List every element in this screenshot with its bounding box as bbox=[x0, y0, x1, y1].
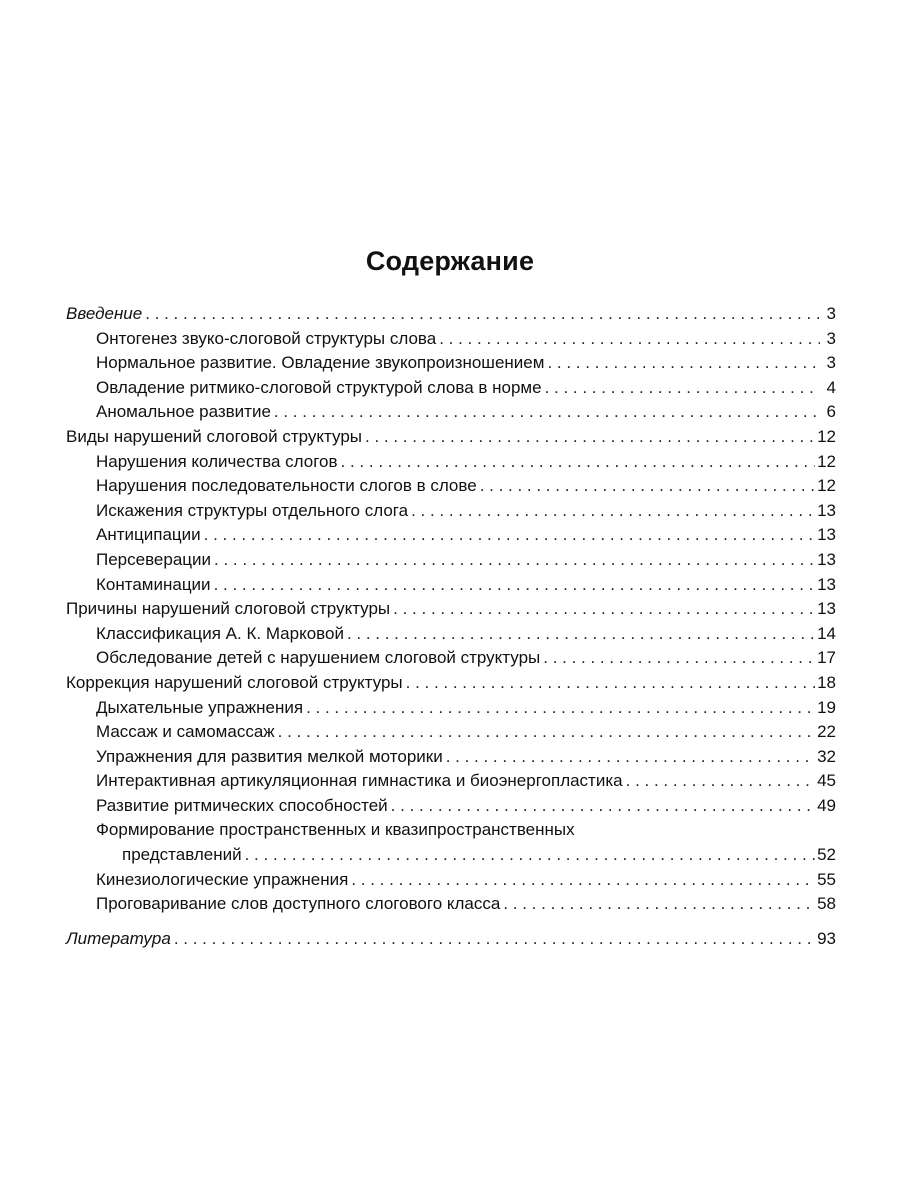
leader-dots bbox=[347, 622, 815, 647]
toc-entry-text: Обследование детей с нарушением слоговой структуры bbox=[96, 648, 541, 668]
toc-entry-text: Антиципации bbox=[96, 525, 201, 545]
toc-entry-page: 22 bbox=[817, 722, 836, 742]
toc-entry-introduction[interactable] bbox=[66, 302, 836, 327]
toc-entry[interactable] bbox=[66, 376, 836, 401]
toc-entry-literature[interactable] bbox=[66, 927, 836, 952]
toc-entry-text: Контаминации bbox=[96, 574, 211, 594]
toc-entry-page: 6 bbox=[826, 402, 836, 422]
toc-entry-page: 12 bbox=[817, 451, 836, 471]
toc-entry-text: Овладение ритмико-слоговой структурой слова в норме bbox=[96, 377, 542, 397]
leader-dots bbox=[543, 646, 815, 671]
leader-dots bbox=[547, 351, 820, 376]
leader-dots bbox=[278, 720, 815, 745]
toc-section[interactable] bbox=[66, 597, 836, 622]
toc-entry-text: Упражнения для развития мелкой моторики bbox=[96, 746, 443, 766]
leader-dots bbox=[274, 400, 820, 425]
toc-entry-text: Причины нарушений слоговой структуры bbox=[66, 599, 391, 619]
toc-entry-page: 55 bbox=[817, 869, 836, 889]
toc-entry-page: 12 bbox=[817, 476, 836, 496]
toc-entry[interactable] bbox=[66, 499, 836, 524]
toc-entry[interactable] bbox=[66, 622, 836, 647]
leader-dots bbox=[503, 892, 815, 917]
toc-entry[interactable] bbox=[66, 523, 836, 548]
leader-dots bbox=[365, 425, 815, 450]
toc-entry-text: Нарушения количества слогов bbox=[96, 451, 338, 471]
page-title: Содержание bbox=[365, 246, 535, 276]
toc-entry-page: 93 bbox=[817, 928, 836, 948]
leader-dots bbox=[145, 302, 820, 327]
toc-entry-text: Проговаривание слов доступного слогового класса bbox=[96, 894, 501, 914]
toc-entry-text: Формирование пространственных и квазипространственных bbox=[96, 820, 575, 840]
leader-dots bbox=[545, 376, 820, 401]
toc-entry-text: Онтогенез звуко-слоговой структуры слова bbox=[96, 328, 437, 348]
leader-dots bbox=[351, 868, 815, 893]
toc-entry[interactable] bbox=[66, 720, 836, 745]
toc-entry-text: Кинезиологические упражнения bbox=[96, 869, 349, 889]
toc-entry-page: 13 bbox=[817, 525, 836, 545]
leader-dots bbox=[439, 327, 820, 352]
toc-entry[interactable] bbox=[66, 474, 836, 499]
toc-entry-page: 4 bbox=[826, 377, 836, 397]
toc-entry-text: Нарушения последовательности слогов в слове bbox=[96, 476, 477, 496]
toc-entry-text: Нормальное развитие. Овладение звукопроизношением bbox=[96, 353, 545, 373]
leader-dots bbox=[306, 696, 815, 721]
leader-dots bbox=[406, 671, 815, 696]
toc-entry-multiline-first[interactable] bbox=[66, 818, 836, 843]
toc-entry[interactable] bbox=[66, 696, 836, 721]
toc-entry-page: 13 bbox=[817, 599, 836, 619]
leader-dots bbox=[341, 450, 816, 475]
toc-entry-text: Дыхательные упражнения bbox=[96, 697, 304, 717]
toc-entry-text: Интерактивная артикуляционная гимнастика и биоэнергопластика bbox=[96, 771, 623, 791]
leader-dots bbox=[204, 523, 815, 548]
toc-entry-page: 3 bbox=[826, 353, 836, 373]
toc-entry[interactable] bbox=[66, 351, 836, 376]
toc-entry[interactable] bbox=[66, 646, 836, 671]
toc-entry[interactable] bbox=[66, 868, 836, 893]
toc-entry-page: 32 bbox=[817, 746, 836, 766]
toc-entry-page: 45 bbox=[817, 771, 836, 791]
toc-entry-text: Введение bbox=[66, 304, 143, 323]
leader-dots bbox=[174, 927, 815, 952]
spacer bbox=[66, 917, 836, 927]
toc-entry-page: 12 bbox=[817, 426, 836, 446]
toc-entry-page: 58 bbox=[817, 894, 836, 914]
toc-entry[interactable] bbox=[66, 892, 836, 917]
leader-dots bbox=[393, 597, 815, 622]
toc-entry-text: Классификация А. К. Марковой bbox=[96, 623, 344, 643]
table-of-contents bbox=[66, 302, 836, 951]
toc-entry-text: Массаж и самомассаж bbox=[96, 722, 275, 742]
toc-entry-page: 13 bbox=[817, 500, 836, 520]
leader-dots bbox=[214, 573, 816, 598]
toc-entry-text: представлений bbox=[122, 845, 242, 865]
toc-section[interactable] bbox=[66, 425, 836, 450]
toc-entry[interactable] bbox=[66, 745, 836, 770]
toc-entry-page: 13 bbox=[817, 574, 836, 594]
leader-dots bbox=[391, 794, 815, 819]
toc-entry-page: 3 bbox=[826, 304, 836, 323]
toc-entry-page: 13 bbox=[817, 549, 836, 569]
leader-dots bbox=[214, 548, 815, 573]
toc-entry-text: Литература bbox=[66, 928, 171, 948]
toc-entry-page: 17 bbox=[817, 648, 836, 668]
toc-entry-page: 14 bbox=[817, 623, 836, 643]
toc-entry-text: Виды нарушений слоговой структуры bbox=[66, 426, 362, 446]
toc-entry[interactable] bbox=[66, 327, 836, 352]
toc-entry[interactable] bbox=[66, 400, 836, 425]
leader-dots bbox=[245, 843, 815, 868]
toc-entry[interactable] bbox=[66, 573, 836, 598]
toc-entry-text: Искажения структуры отдельного слога bbox=[96, 500, 409, 520]
toc-entry[interactable] bbox=[66, 794, 836, 819]
toc-entry-page: 49 bbox=[817, 795, 836, 815]
leader-dots bbox=[411, 499, 815, 524]
toc-entry[interactable] bbox=[66, 450, 836, 475]
toc-entry-text: Аномальное развитие bbox=[96, 402, 271, 422]
leader-dots bbox=[626, 769, 815, 794]
toc-entry-page: 3 bbox=[826, 328, 836, 348]
toc-entry-text: Коррекция нарушений слоговой структуры bbox=[66, 672, 403, 692]
toc-entry-page: 52 bbox=[817, 845, 836, 865]
leader-dots bbox=[446, 745, 815, 770]
toc-section[interactable] bbox=[66, 671, 836, 696]
toc-entry[interactable] bbox=[66, 769, 836, 794]
toc-entry-multiline-continuation[interactable] bbox=[66, 843, 836, 868]
leader-dots bbox=[480, 474, 815, 499]
toc-entry[interactable] bbox=[66, 548, 836, 573]
toc-entry-text: Персеверации bbox=[96, 549, 212, 569]
toc-entry-page: 19 bbox=[817, 697, 836, 717]
toc-entry-text: Развитие ритмических способностей bbox=[96, 795, 388, 815]
toc-entry-page: 18 bbox=[817, 672, 836, 692]
